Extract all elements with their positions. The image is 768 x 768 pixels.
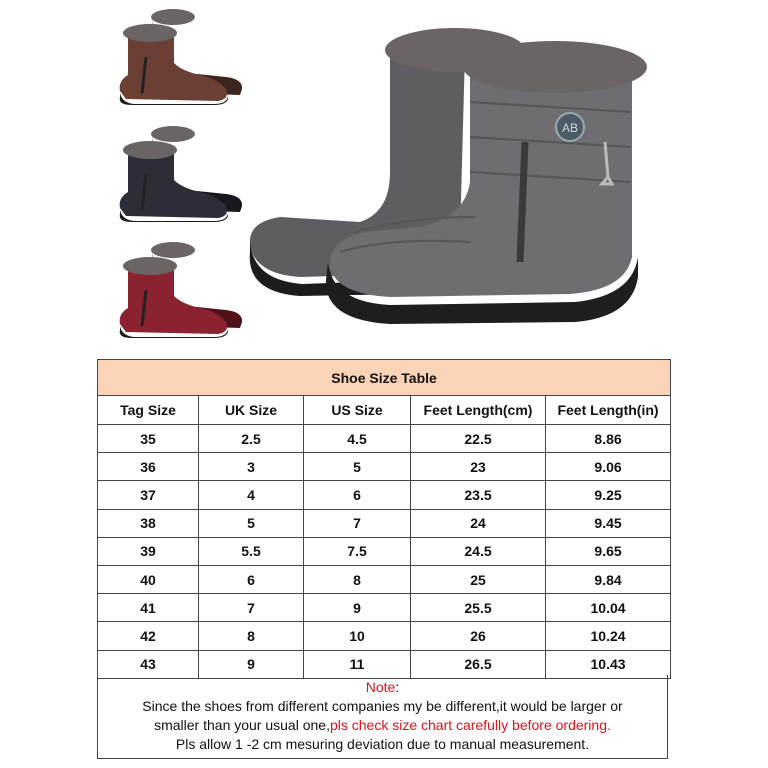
note-line-1: Since the shoes from different companies my be different,it would be larger or — [142, 698, 623, 714]
table-cell: 35 — [98, 425, 199, 453]
table-cell: 5.5 — [199, 537, 304, 565]
note-line-2-warning: pls check size chart carefully before ordering. — [329, 717, 611, 733]
note-heading — [98, 678, 667, 697]
table-row — [98, 594, 671, 622]
note-line-2-text: smaller than your usual one, — [154, 717, 330, 733]
table-cell: 11 — [304, 650, 411, 678]
thumb-front-fur — [123, 257, 177, 275]
note-colon: : — [395, 679, 400, 695]
table-cell: 9 — [304, 594, 411, 622]
note-line-3: Pls allow 1 -2 cm mesuring deviation due to manual measurement. — [175, 736, 590, 752]
table-cell: 9.25 — [546, 481, 671, 509]
size-note — [97, 675, 668, 759]
column-header: US Size — [304, 396, 411, 425]
column-header: Tag Size — [98, 396, 199, 425]
table-row — [98, 453, 671, 481]
table-cell: 25 — [411, 565, 546, 593]
boot-hero-image — [240, 12, 670, 337]
thumb-front-boot — [120, 266, 227, 334]
table-cell: 9.84 — [546, 565, 671, 593]
table-cell: 24.5 — [411, 537, 546, 565]
shoe-size-table — [97, 359, 671, 679]
table-row — [98, 481, 671, 509]
thumb-front-fur — [123, 141, 177, 159]
table-cell: 37 — [98, 481, 199, 509]
thumb-front-boot — [120, 150, 227, 218]
thumb-front-fur — [123, 24, 177, 42]
table-cell: 8 — [304, 565, 411, 593]
table-cell: 8 — [199, 622, 304, 650]
table-row — [98, 650, 671, 678]
boot-thumbnail-brown[interactable] — [108, 5, 248, 105]
table-cell: 10.43 — [546, 650, 671, 678]
table-cell: 25.5 — [411, 594, 546, 622]
table-cell: 9.06 — [546, 453, 671, 481]
front-boot-body — [330, 57, 632, 297]
table-cell: 2.5 — [199, 425, 304, 453]
table-cell: 10 — [304, 622, 411, 650]
front-boot-fur-collar — [463, 41, 647, 93]
thumb-back-fur — [151, 242, 195, 258]
table-cell: 26 — [411, 622, 546, 650]
table-cell: 8.86 — [546, 425, 671, 453]
product-photo-area — [0, 0, 768, 352]
size-table-header — [98, 396, 671, 425]
table-row — [98, 537, 671, 565]
table-cell: 6 — [199, 565, 304, 593]
table-cell: 22.5 — [411, 425, 546, 453]
thumb-back-fur — [151, 9, 195, 25]
table-cell: 9 — [199, 650, 304, 678]
table-cell: 42 — [98, 622, 199, 650]
table-cell: 43 — [98, 650, 199, 678]
table-cell: 41 — [98, 594, 199, 622]
table-cell: 5 — [199, 509, 304, 537]
table-cell: 26.5 — [411, 650, 546, 678]
table-cell: 24 — [411, 509, 546, 537]
table-row — [98, 425, 671, 453]
table-cell: 6 — [304, 481, 411, 509]
table-cell: 38 — [98, 509, 199, 537]
table-cell: 23.5 — [411, 481, 546, 509]
table-cell: 40 — [98, 565, 199, 593]
table-cell: 10.24 — [546, 622, 671, 650]
table-cell: 5 — [304, 453, 411, 481]
thumb-front-boot — [120, 33, 227, 101]
table-cell: 3 — [199, 453, 304, 481]
note-title: Note — [365, 679, 396, 695]
zipper-icon — [520, 142, 525, 262]
note-line-2 — [98, 716, 667, 735]
boot-thumbnail-wine-red[interactable] — [108, 238, 248, 338]
table-row — [98, 509, 671, 537]
column-header: UK Size — [199, 396, 304, 425]
table-cell: 7.5 — [304, 537, 411, 565]
table-cell: 7 — [199, 594, 304, 622]
table-cell: 39 — [98, 537, 199, 565]
table-cell: 10.04 — [546, 594, 671, 622]
thumb-back-fur — [151, 126, 195, 142]
size-table-title: Shoe Size Table — [98, 360, 671, 396]
boot-thumbnail-black[interactable] — [108, 122, 248, 222]
table-cell: 7 — [304, 509, 411, 537]
table-cell: 4.5 — [304, 425, 411, 453]
table-row — [98, 565, 671, 593]
table-cell: 36 — [98, 453, 199, 481]
table-cell: 9.45 — [546, 509, 671, 537]
column-header: Feet Length(in) — [546, 396, 671, 425]
table-cell: 9.65 — [546, 537, 671, 565]
table-cell: 4 — [199, 481, 304, 509]
column-header: Feet Length(cm) — [411, 396, 546, 425]
logo-badge-text: AB — [561, 121, 579, 135]
table-row — [98, 622, 671, 650]
table-cell: 23 — [411, 453, 546, 481]
